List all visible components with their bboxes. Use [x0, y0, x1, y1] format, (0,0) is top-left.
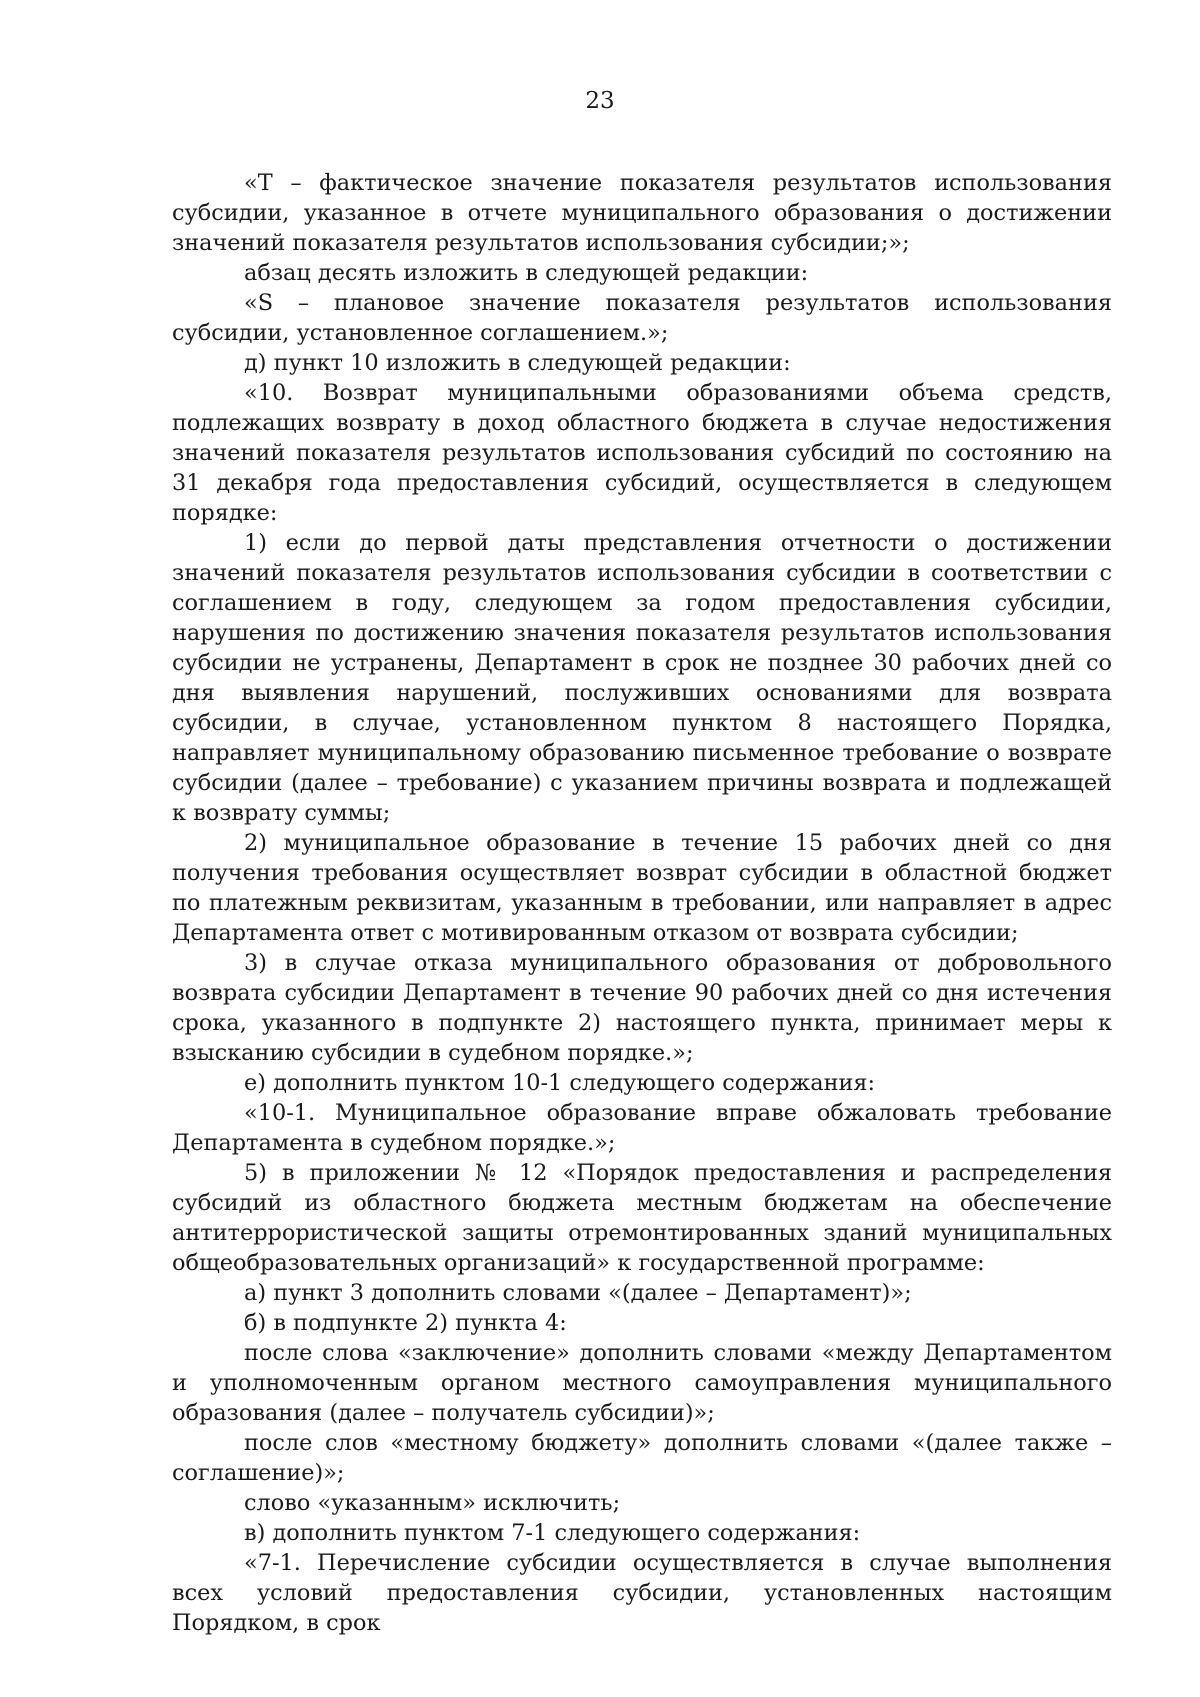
paragraph: а) пункт 3 дополнить словами «(далее – Департамент)»;: [244, 1280, 912, 1306]
paragraph: 1) если до первой даты представления отчетности о достижении значений показателя результатов использования субсидии в соответствии с соглашением в году, следующем за годом предоставления субсидии, нарушения по достижению значения показателя результатов использования субсидии не устранены, Департамент в срок не позднее 30 рабочих дней со дня выявления нарушений, послуживших основаниями для возврата субсидии, в случае, установленном пунктом 8 настоящего Порядка, направляет муниципальному образованию письменное требование о возврате субсидии (далее – требование) с указанием причины возврата и подлежащей к возврату суммы;: [172, 530, 1112, 826]
paragraph: слово «указанным» исключить;: [244, 1490, 621, 1516]
paragraph: «S – плановое значение показателя результатов использования субсидии, установленное соглашением.»;: [172, 290, 1112, 346]
paragraph: б) в подпункте 2) пункта 4:: [244, 1310, 567, 1336]
paragraph: е) дополнить пунктом 10-1 следующего содержания:: [244, 1070, 876, 1096]
paragraph: «10. Возврат муниципальными образованиями объема средств, подлежащих возврату в доход областного бюджета в случае недостижения значений показателя результатов использования субсидий по состоянию на 31 декабря года предоставления субсидий, осуществляется в следующем порядке:: [172, 380, 1112, 526]
paragraph: после слов «местному бюджету» дополнить словами «(далее также – соглашение)»;: [172, 1430, 1112, 1486]
paragraph: в) дополнить пунктом 7-1 следующего содержания:: [244, 1520, 861, 1546]
paragraph: после слова «заключение» дополнить словами «между Департаментом и уполномоченным органом местного самоуправления муниципального образования (далее – получатель субсидии)»;: [172, 1340, 1112, 1426]
paragraph: «Т – фактическое значение показателя результатов использования субсидии, указанное в отчете муниципального образования о достижении значений показателя результатов использования субсидии;»;: [172, 170, 1112, 256]
paragraph: 2) муниципальное образование в течение 15 рабочих дней со дня получения требования осуществляет возврат субсидии в областной бюджет по платежным реквизитам, указанным в требовании, или направляет в адрес Департамента ответ с мотивированным отказом от возврата субсидии;: [172, 830, 1112, 946]
paragraph: д) пункт 10 изложить в следующей редакции:: [244, 350, 791, 376]
paragraph: абзац десять изложить в следующей редакции:: [244, 260, 809, 286]
paragraph: «7-1. Перечисление субсидии осуществляется в случае выполнения всех условий предоставления субсидии, установленных настоящим Порядком, в срок: [172, 1550, 1112, 1636]
document-body: [172, 168, 1112, 1638]
page-number: 23: [585, 88, 615, 114]
paragraph: «10-1. Муниципальное образование вправе обжаловать требование Департамента в судебном порядке.»;: [172, 1100, 1112, 1156]
paragraph: 3) в случае отказа муниципального образования от добровольного возврата субсидии Департамент в течение 90 рабочих дней со дня истечения срока, указанного в подпункте 2) настоящего пункта, принимает меры к взысканию субсидии в судебном порядке.»;: [172, 950, 1112, 1066]
paragraph: 5) в приложении № 12 «Порядок предоставления и распределения субсидий из областного бюджета местным бюджетам на обеспечение антитеррористической защиты отремонтированных зданий муниципальных общеобразовательных организаций» к государственной программе:: [172, 1160, 1112, 1276]
